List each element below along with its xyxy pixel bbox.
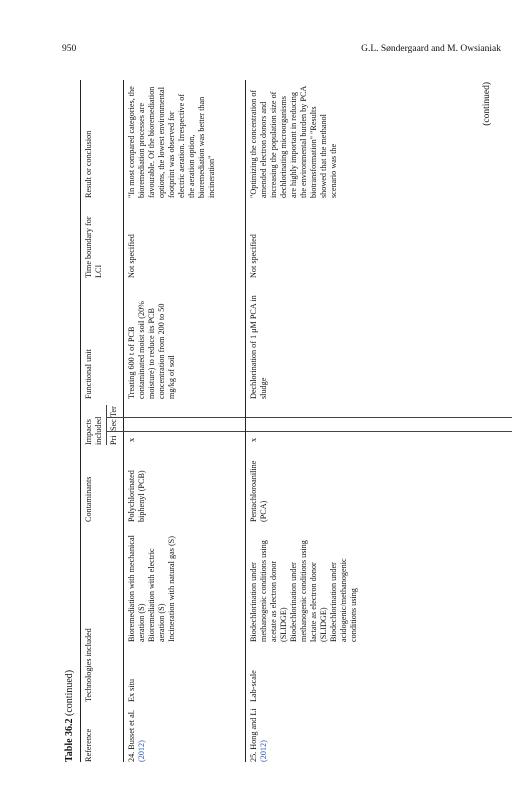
- row-2-time-boundary: Not specified: [249, 234, 258, 278]
- table-caption: [62, 670, 78, 762]
- header-result: Result or conclusion: [84, 130, 93, 198]
- row-2-technology-3: Biodechlorination under acidogenic/methanogenic conditions using: [329, 558, 358, 642]
- row-2-result: "Optimizing the concentration of amended electron donors and increasing the population size of dechlorinating microorganisms are highly important in reducing the environmental burden by PCA biotransformation" "Results showed that the methanol scenario was the: [249, 86, 338, 198]
- impacts-divider-2: [107, 417, 512, 418]
- row-1-technology-1: Bioremediation with mechanical aeration (S): [127, 535, 146, 642]
- header-contaminants: Contaminants: [84, 476, 93, 522]
- row-2-technology-2: Biodechlorination under methanogenic conditions using lactate as electron donor (SLIDGE): [289, 540, 328, 642]
- row-2-scale: Lab-scale: [249, 670, 258, 702]
- table-caption-label: Table 36.2: [64, 718, 75, 762]
- table-caption-suffix: (continued): [64, 669, 75, 716]
- table-row-2-reference: [249, 706, 269, 762]
- row-1-time-boundary: Not specified: [127, 234, 136, 278]
- header-impact-sec: Sec: [109, 419, 118, 431]
- row-2-ref-year-link[interactable]: (2012): [259, 740, 268, 762]
- header-impacts: Impacts included: [84, 416, 103, 445]
- row-1-impact-pri: x: [127, 437, 136, 442]
- row-2-contaminants: Pentachloroaniline (PCA): [249, 460, 268, 522]
- header-impact-ter: Ter: [109, 406, 118, 417]
- row-1-result: "In most compared categories, the bioremediation processes are favourable. Of the bioremediation options, the lowest environmental footprint was observed for electric aeration. Irrespective of the aeration option, bioremediation was better than incineration": [127, 86, 216, 198]
- running-head: G.L. Søndergaard and M. Owsianiak: [361, 44, 501, 54]
- row-2-impact-pri: x: [249, 437, 258, 442]
- row-1-technology-2: Bioremediation with electric aeration (S): [147, 548, 166, 642]
- header-time-boundary: Time boundary for LCI: [84, 216, 103, 278]
- row-1-ref-text: 24. Busset et al.: [127, 709, 136, 762]
- table-row-1-reference: [127, 706, 147, 762]
- header-bottom-rule: [123, 80, 124, 762]
- row-2-technologies: [249, 530, 359, 642]
- rotated-table: [62, 80, 512, 762]
- row-1-technologies: [127, 532, 177, 642]
- row-2-functional-unit: Dechlorination of 1 μM PCA in sludge: [249, 295, 268, 399]
- row-2-ref-text: 25. Hong and Li: [249, 708, 258, 762]
- table-top-rule: [80, 80, 81, 762]
- rotated-table-region: [62, 80, 512, 762]
- header-impact-pri: Pri: [109, 435, 118, 445]
- impacts-subrule: [106, 405, 107, 445]
- row-1-functional-unit: Treating 600 t of PCB contaminated moist soil (20% moisture) to reduce its PCB concentration from 200 to 50 mg/kg of soil: [127, 300, 176, 399]
- row-1-technology-3: Incineration with natural gas (S): [167, 536, 176, 642]
- row-2-technology-1: Biodechlorination under methanogenic conditions using acetate as electron donor (SLIDGE): [249, 540, 288, 642]
- page-number: 950: [62, 44, 77, 54]
- header-technologies: Technologies included: [84, 628, 93, 702]
- impacts-divider-1: [107, 431, 512, 432]
- row-1-ref-year-link[interactable]: (2012): [137, 740, 146, 762]
- continued-note: (continued): [482, 82, 492, 126]
- page-header: [62, 44, 501, 58]
- row-1-contaminants: Polychlorinated biphenyl (PCB): [127, 470, 146, 522]
- row-1-scale: Ex situ: [127, 679, 136, 702]
- header-reference: Reference: [84, 728, 93, 762]
- row-separator: [245, 80, 246, 762]
- header-functional-unit: Functional unit: [84, 349, 93, 399]
